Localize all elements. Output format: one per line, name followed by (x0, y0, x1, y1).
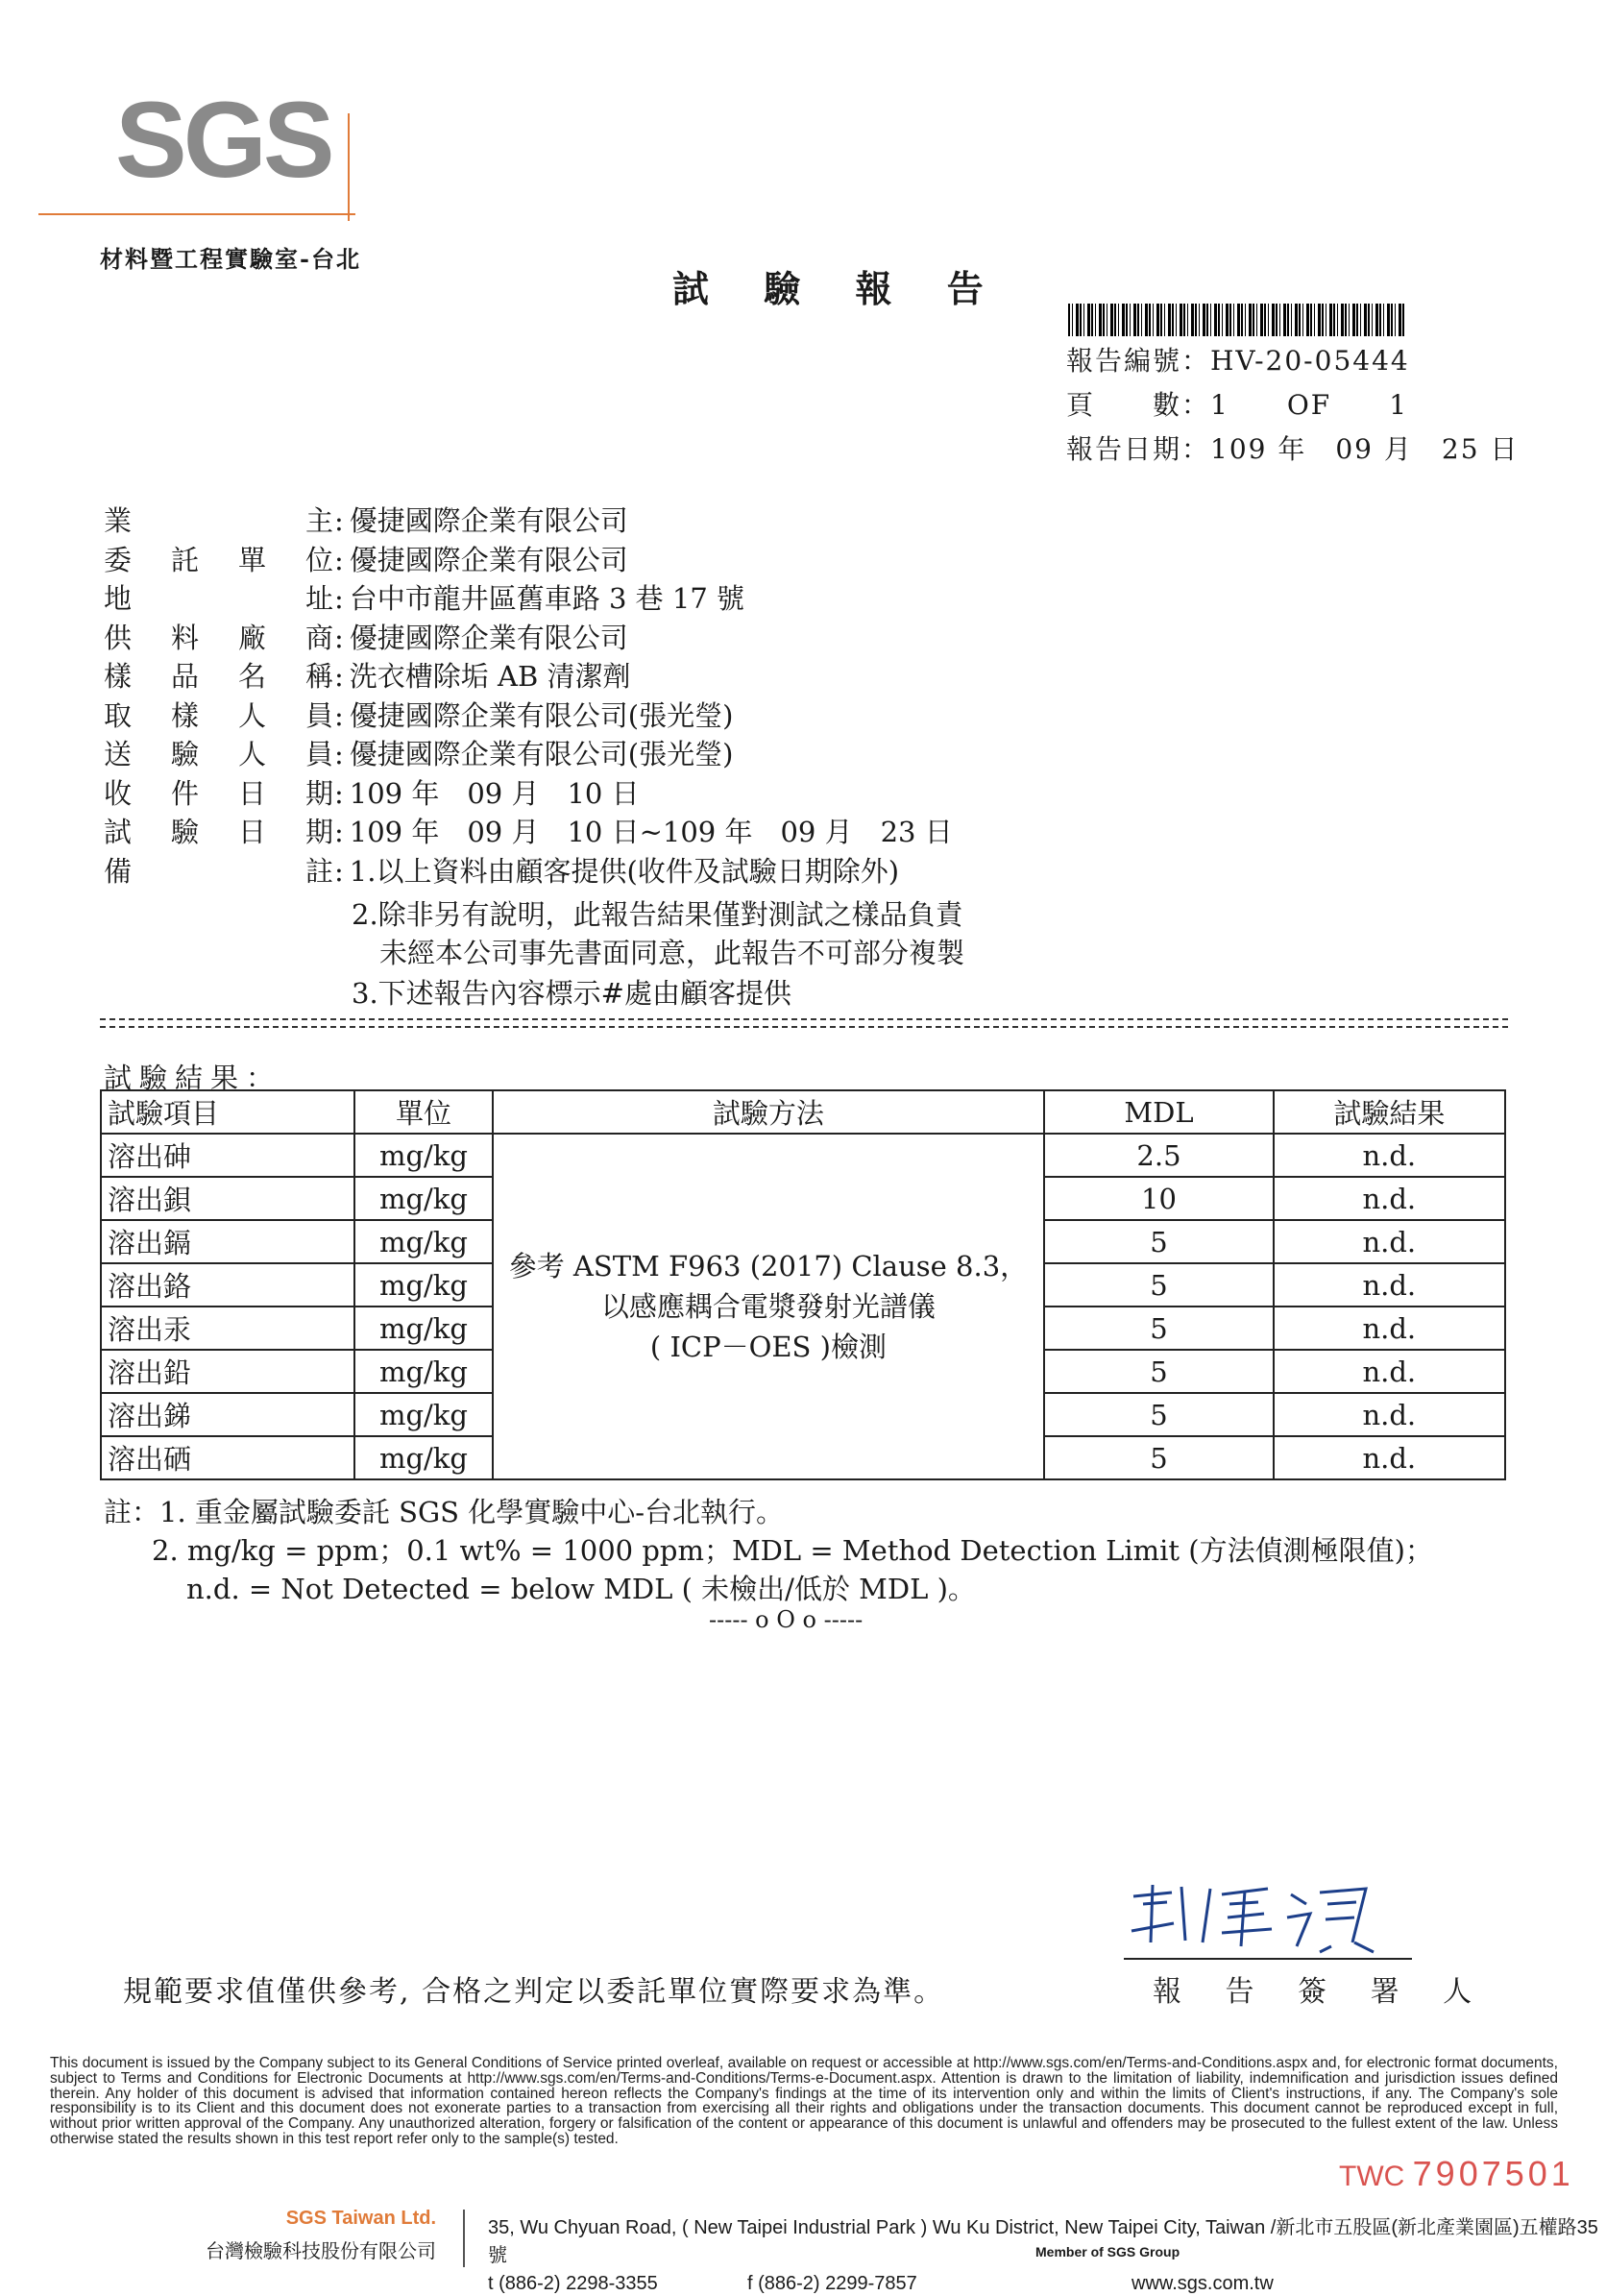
barcode (1068, 304, 1404, 336)
method-line: 以感應耦合電漿發射光譜儀 (600, 1289, 936, 1323)
info-key: 供料廠商 (104, 621, 334, 654)
phone-number: t (886-2) 2298-3355 (488, 2273, 658, 2294)
cell-item: 溶出鉛 (101, 1350, 354, 1393)
note-line: 2.除非另有說明，此報告結果僅對測試之樣品負責 (352, 898, 963, 931)
cell-unit: mg/kg (354, 1436, 492, 1479)
report-title: 試 驗 報 告 (672, 267, 1005, 310)
cell-mdl: 5 (1044, 1350, 1273, 1393)
cell-result: n.d. (1274, 1307, 1505, 1350)
member-label: Member of SGS Group (1035, 2244, 1180, 2259)
info-colon: : (334, 816, 344, 848)
info-key: 樣品名稱 (104, 660, 334, 693)
cell-result: n.d. (1274, 1263, 1505, 1307)
header-result: 試驗結果 (1274, 1090, 1505, 1134)
cell-mdl: 5 (1044, 1436, 1273, 1479)
website[interactable]: www.sgs.com.tw (1132, 2273, 1274, 2294)
info-value: 109 年 09 月 10 日 (349, 776, 640, 810)
info-row (104, 776, 640, 810)
info-colon: : (334, 660, 344, 693)
cell-method (493, 1134, 1045, 1479)
cell-unit: mg/kg (354, 1134, 492, 1177)
info-row (104, 504, 628, 537)
cell-unit: mg/kg (354, 1263, 492, 1307)
header-method: 試驗方法 (493, 1090, 1045, 1134)
cell-unit: mg/kg (354, 1307, 492, 1350)
cell-result: n.d. (1274, 1436, 1505, 1479)
info-value: 優捷國際企業有限公司 (349, 543, 628, 576)
fax-number: f (886-2) 2299-7857 (747, 2273, 917, 2294)
disclaimer-note: 規範要求值僅供參考, 合格之判定以委託單位實際要求為準。 (123, 1975, 945, 2009)
cell-unit: mg/kg (354, 1177, 492, 1220)
cell-item: 溶出鋇 (101, 1177, 354, 1220)
contact-line (488, 2273, 1506, 2296)
method-line: 參考 ASTM F963 (2017) Clause 8.3， (508, 1249, 1029, 1282)
signature-image (1114, 1875, 1402, 1954)
report-date: 報告日期：109 年 09 月 25 日 (1066, 433, 1520, 465)
legal-text: This document is issued by the Company subject to its General Conditions of Service printed overleaf, available on request or accessible at http://www.sgs.com/en/Terms-and-Conditions.aspx and, for electronic format documents, subject to Terms and Conditions for Electronic Documents at http://www.sgs.com/en/Terms-and-Conditions/Terms-e-Document.aspx. Attention is drawn to the limitation of liability, indemnification and jurisdiction issues defined therein. Any holder of this document is advised that information contained hereon reflects the Company's findings at the time of its intervention only and within the limits of Client's instructions, if any. The Company's sole responsibility is to its Client and this document does not exonerate parties to a transaction from exercising all their rights and obligations under the transaction documents. This document cannot be reproduced except in full, without prior written approval of the Company. Any unauthorized alteration, forgery or falsification of the content or appearance of this document is unlawful and offenders may be prosecuted to the fullest extent of the law. Unless otherwise stated the results shown in this test report refer only to the sample(s) tested. (50, 2055, 1558, 2147)
note-line: 3.下述報告內容標示#處由顧客提供 (352, 977, 791, 1010)
sgs-logo: SGS (115, 80, 331, 200)
logo-accent-bar (348, 113, 350, 221)
footnote: 2. mg/kg = ppm；0.1 wt% = 1000 ppm；MDL = Method Detection Limit (方法偵測極限值)； (152, 1534, 1433, 1567)
cell-item: 溶出砷 (101, 1134, 354, 1177)
info-row (104, 660, 631, 693)
cell-mdl: 2.5 (1044, 1134, 1273, 1177)
info-value: 台中市龍井區舊車路 3 巷 17 號 (349, 582, 745, 615)
cell-unit: mg/kg (354, 1350, 492, 1393)
info-row (104, 543, 628, 576)
info-colon: : (334, 854, 344, 888)
end-marker: ----- o O o ----- (709, 1606, 864, 1633)
company-name-zh: 台灣檢驗科技股份有限公司 (206, 2241, 436, 2262)
cell-mdl: 5 (1044, 1220, 1273, 1263)
signature-line (1124, 1958, 1412, 1960)
info-value: 優捷國際企業有限公司(張光瑩) (349, 738, 734, 770)
results-label: 試驗結果： (104, 1062, 282, 1094)
cell-item: 溶出鉻 (101, 1263, 354, 1307)
info-key: 委託單位 (104, 543, 334, 576)
cell-item: 溶出汞 (101, 1307, 354, 1350)
info-row (104, 698, 734, 732)
address-line: 35, Wu Chyuan Road, ( New Taipei Industrial Park ) Wu Ku District, New Taipei City, Taiwan /新北市五股區(新北產業園區)五權路35號 (488, 2217, 1598, 2266)
footnote: n.d. = Not Detected = below MDL ( 未檢出/低於 MDL )。 (186, 1573, 976, 1605)
info-row (104, 621, 628, 654)
info-key: 送驗人員 (104, 738, 334, 770)
info-colon: : (334, 543, 344, 576)
cell-result: n.d. (1274, 1350, 1505, 1393)
cell-unit: mg/kg (354, 1220, 492, 1263)
info-key: 地址 (104, 582, 334, 615)
info-colon: : (334, 621, 344, 654)
header-item: 試驗項目 (101, 1090, 354, 1134)
cell-item: 溶出硒 (101, 1436, 354, 1479)
info-value: 優捷國際企業有限公司 (349, 621, 628, 654)
cell-item: 溶出鎘 (101, 1220, 354, 1263)
results-table (100, 1089, 1506, 1480)
info-key: 取樣人員 (104, 698, 334, 732)
cell-unit: mg/kg (354, 1393, 492, 1436)
info-row (104, 738, 734, 770)
info-key: 業主 (104, 504, 334, 537)
cell-mdl: 5 (1044, 1263, 1273, 1307)
note-line: 未經本公司事先書面同意，此報告不可部分複製 (352, 937, 965, 969)
table-header-row (101, 1090, 1505, 1134)
cell-mdl: 5 (1044, 1307, 1273, 1350)
info-row (104, 582, 745, 615)
company-block (206, 2208, 436, 2263)
logo-underline (38, 213, 355, 215)
header-unit: 單位 (354, 1090, 492, 1134)
company-name-en: SGS Taiwan Ltd. (285, 2208, 436, 2229)
address-divider (463, 2210, 465, 2267)
signatory-label: 報 告 簽 署 人 (1153, 1975, 1490, 2009)
info-colon: : (334, 698, 344, 732)
info-colon: : (334, 776, 344, 810)
info-key: 試驗日期 (104, 816, 334, 848)
info-row (104, 854, 900, 888)
twc-number: TWC 7907501 (1339, 2154, 1574, 2193)
double-dash-divider (100, 1018, 1508, 1028)
cell-result: n.d. (1274, 1393, 1505, 1436)
header-mdl: MDL (1044, 1090, 1273, 1134)
info-key: 收件日期 (104, 776, 334, 810)
cell-result: n.d. (1274, 1177, 1505, 1220)
report-pages: 頁 數：1 OF 1 (1066, 389, 1409, 421)
info-key: 備註 (104, 854, 334, 888)
cell-mdl: 5 (1044, 1393, 1273, 1436)
report-number: 報告編號：HV-20-05444 (1066, 345, 1410, 377)
table-row (101, 1134, 1505, 1177)
info-colon: : (334, 582, 344, 615)
cell-result: n.d. (1274, 1220, 1505, 1263)
info-value: 優捷國際企業有限公司 (349, 504, 628, 537)
info-value: 109 年 09 月 10 日~109 年 09 月 23 日 (349, 816, 953, 848)
cell-result: n.d. (1274, 1134, 1505, 1177)
info-value: 優捷國際企業有限公司(張光瑩) (349, 698, 734, 732)
footnote: 註：1. 重金屬試驗委託 SGS 化學實驗中心-台北執行。 (104, 1496, 785, 1528)
info-colon: : (334, 504, 344, 537)
info-colon: : (334, 738, 344, 770)
info-row (104, 818, 953, 846)
method-line: ( ICP－OES )檢測 (649, 1331, 887, 1364)
cell-item: 溶出銻 (101, 1393, 354, 1436)
info-value: 1.以上資料由顧客提供(收件及試驗日期除外) (349, 854, 900, 888)
info-value: 洗衣槽除垢 AB 清潔劑 (349, 660, 631, 693)
lab-name: 材料暨工程實驗室-台北 (100, 245, 361, 273)
cell-mdl: 10 (1044, 1177, 1273, 1220)
